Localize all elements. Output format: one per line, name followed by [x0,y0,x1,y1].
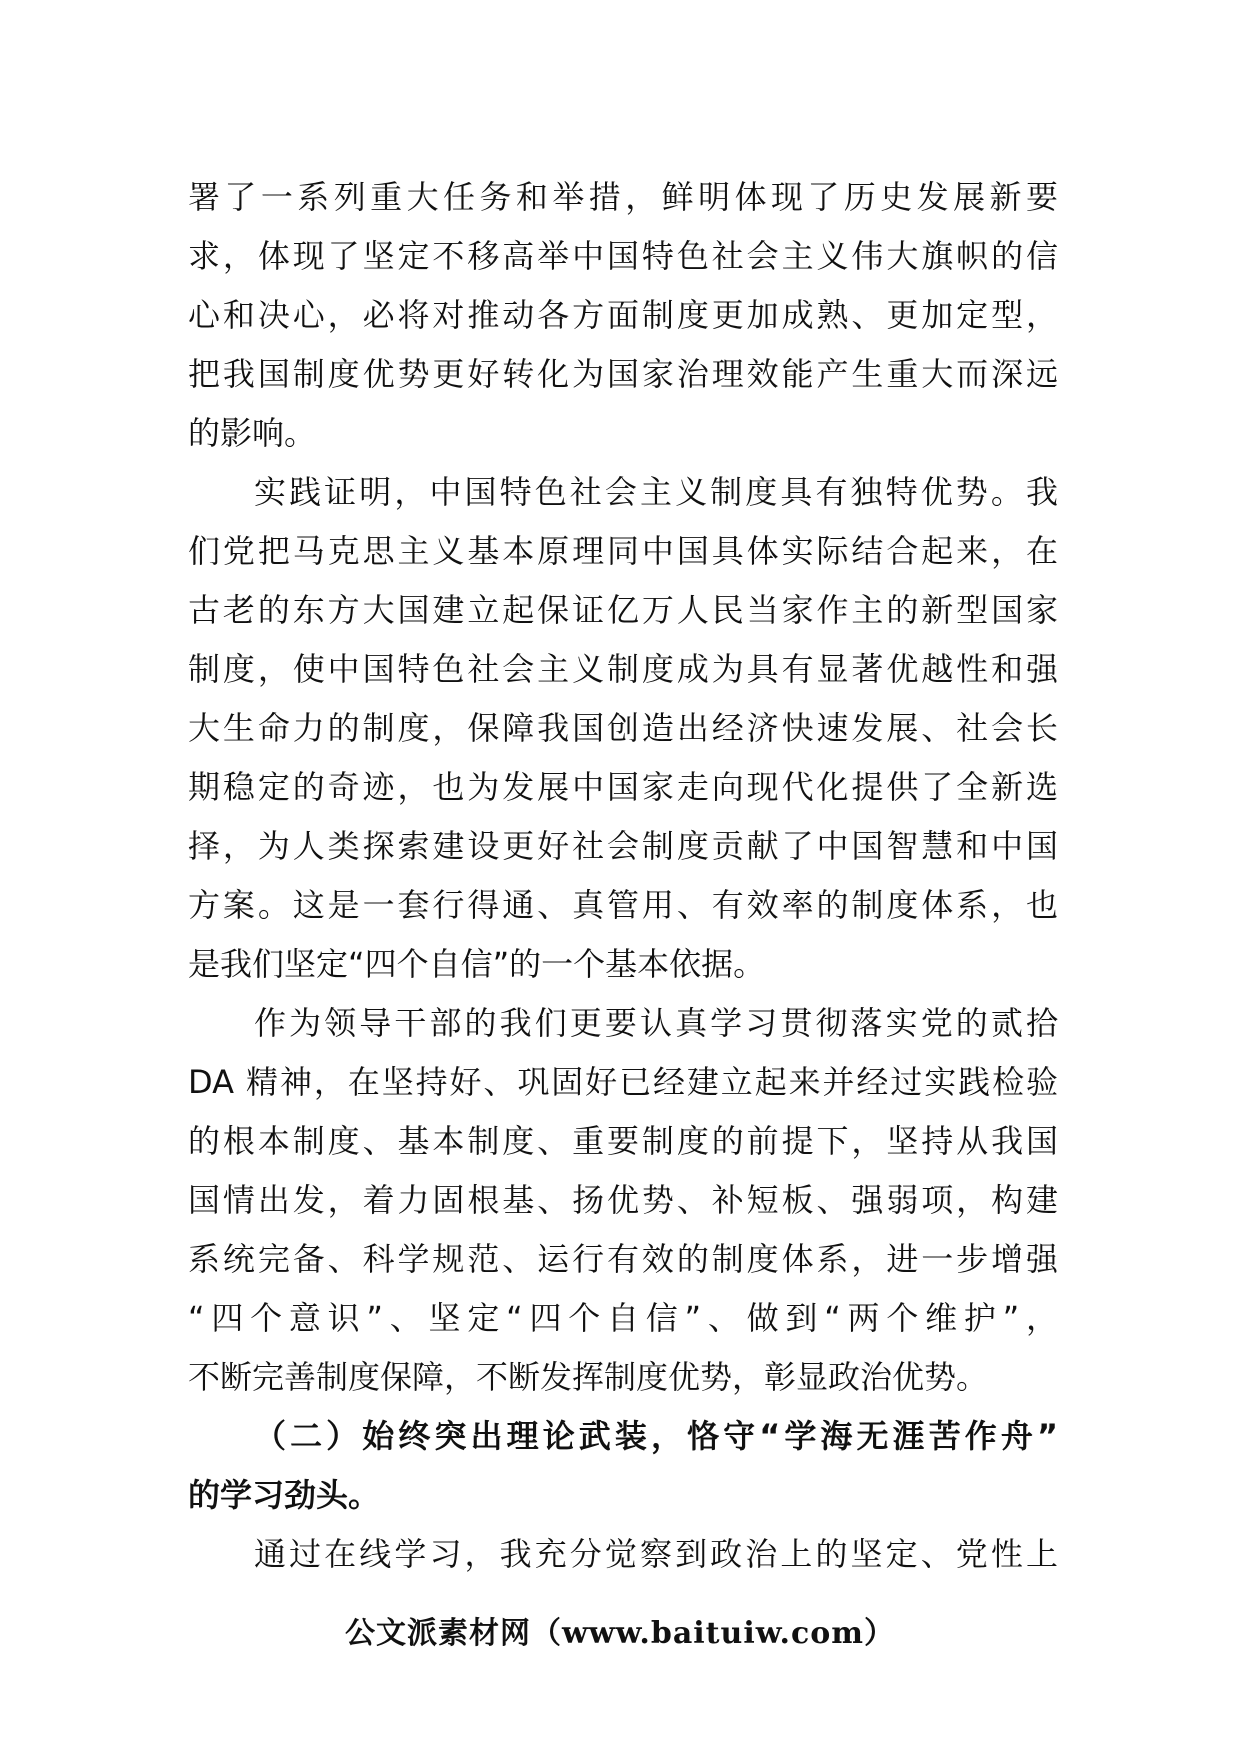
section-heading-line-1: （二）始终突出理论武装，恪守“学海无涯苦作舟” [254,1417,1058,1455]
paragraph-2-line-8: 方案。这是一套行得通、真管用、有效率的制度体系，也 [188,886,1058,924]
paragraph-3-line-2: DA 精神，在坚持好、巩固好已经建立起来并经过实践检验 [188,1063,1058,1101]
paragraph-3-line-1: 作为领导干部的我们更要认真学习贯彻落实党的贰拾 [254,1004,1058,1042]
paragraph-1-line-3: 心和决心，必将对推动各方面制度更加成熟、更加定型， [188,296,1058,334]
paragraph-2-line-4: 制度，使中国特色社会主义制度成为具有显著优越性和强 [188,650,1058,688]
paragraph-3-line-7: 不断完善制度保障，不断发挥制度优势，彰显政治优势。 [188,1358,989,1396]
paragraph-3-line-5: 系统完备、科学规范、运行有效的制度体系，进一步增强 [188,1240,1058,1278]
paragraph-3-line-6: “四个意识”、坚定“四个自信”、做到“两个维护”， [188,1299,1058,1337]
paragraph-2-line-3: 古老的东方大国建立起保证亿万人民当家作主的新型国家 [188,591,1058,629]
footer-watermark: 公文派素材网（www.baituiw.com） [344,1616,896,1651]
paragraph-2-line-7: 择，为人类探索建设更好社会制度贡献了中国智慧和中国 [188,827,1058,865]
paragraph-2-line-5: 大生命力的制度，保障我国创造出经济快速发展、社会长 [188,709,1058,747]
document-body [188,168,1058,1584]
paragraph-2-line-2: 们党把马克思主义基本原理同中国具体实际结合起来，在 [188,532,1058,570]
paragraph-3-line-3: 的根本制度、基本制度、重要制度的前提下，坚持从我国 [188,1122,1058,1160]
paragraph-3-line-4: 国情出发，着力固根基、扬优势、补短板、强弱项，构建 [188,1181,1058,1219]
paragraph-2-line-9: 是我们坚定“四个自信”的一个基本依据。 [188,945,766,983]
paragraph-1-line-2: 求，体现了坚定不移高举中国特色社会主义伟大旗帜的信 [188,237,1058,275]
section-heading-line-2: 的学习劲头。 [188,1476,381,1514]
paragraph-1-line-1: 署了一系列重大任务和举措，鲜明体现了历史发展新要 [188,178,1058,216]
paragraph-1-line-4: 把我国制度优势更好转化为国家治理效能产生重大而深远 [188,355,1058,393]
paragraph-1-line-5: 的影响。 [188,414,317,452]
paragraph-4-line-1: 通过在线学习，我充分觉察到政治上的坚定、党性上 [254,1535,1058,1573]
paragraph-2-line-1: 实践证明，中国特色社会主义制度具有独特优势。我 [254,473,1058,511]
paragraph-2-line-6: 期稳定的奇迹，也为发展中国家走向现代化提供了全新选 [188,768,1058,806]
